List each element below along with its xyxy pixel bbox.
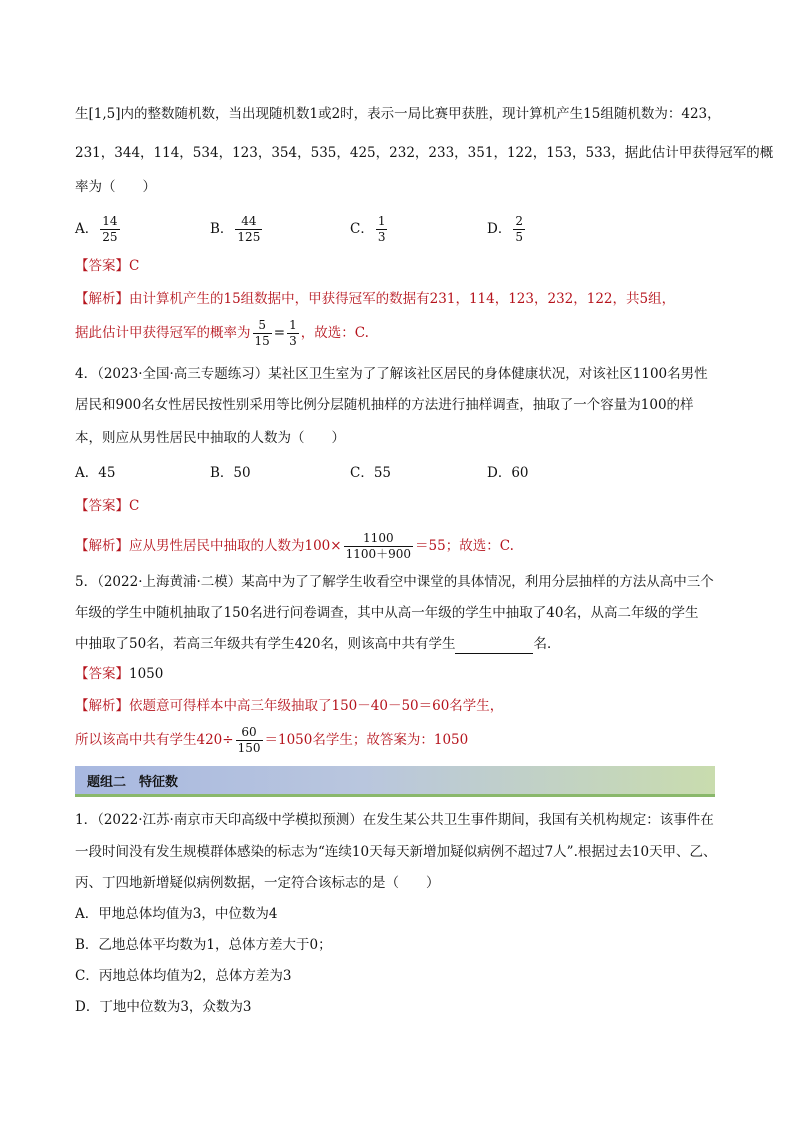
- q4-choice-a: A．45: [75, 465, 116, 481]
- question-text: 名．: [533, 636, 561, 652]
- choice-label: C．: [350, 221, 374, 237]
- answer-value: C: [129, 258, 140, 274]
- fraction-numerator: 44: [241, 214, 257, 228]
- answer-tag: 【答案】: [75, 666, 129, 682]
- q3-text-line2: 231，344，114，534，123，354，535，425，232，233，351，122，153，533，据此估计甲获得冠军的概: [75, 145, 774, 161]
- answer-value: C: [129, 498, 140, 514]
- s2q1-option-a: A．甲地总体均值为3，中位数为4: [75, 906, 278, 922]
- fraction: [235, 214, 262, 245]
- s2q1-option-c: C．丙地总体均值为2，总体方差为3: [75, 968, 292, 984]
- choice-label: B．: [210, 221, 234, 237]
- s2q1-text-line3: 丙、丁四地新增疑似病例数据，一定符合该标志的是（ ）: [75, 875, 440, 891]
- q4-answer: [75, 496, 139, 516]
- fraction-denominator: 125: [237, 230, 261, 244]
- fraction-denominator: 3: [289, 334, 297, 348]
- q3-analysis-line1: [75, 289, 675, 309]
- answer-value: 1050: [129, 666, 164, 682]
- q3-analysis-line2: [75, 318, 369, 349]
- fraction: [344, 531, 413, 562]
- fraction-numerator: 60: [241, 725, 257, 739]
- q5-text-line1: 5．（2022·上海黄浦·二模）某高中为了了解学生收看空中课堂的具体情况，利用分层抽样的方法从高中三个: [75, 574, 714, 590]
- q4-text-line1: 4．（2023·全国·高三专题练习）某社区卫生室为了了解该社区居民的身体健康状况，对该社区1100名男性: [75, 366, 708, 382]
- q3-choice-c: [350, 214, 389, 245]
- equals-sign: =: [273, 325, 286, 341]
- fraction-numerator: 1: [289, 318, 297, 332]
- fraction-numerator: 1100: [363, 531, 394, 545]
- q3-choice-b: [210, 214, 264, 245]
- q3-text-line3: 率为（ ）: [75, 179, 156, 195]
- analysis-tag: 【解析】: [75, 538, 129, 554]
- fraction-numerator: 5: [258, 318, 266, 332]
- fraction-denominator: 3: [377, 230, 386, 244]
- q5-analysis-line2: [75, 725, 468, 756]
- fraction: [513, 214, 525, 245]
- q3-answer: [75, 256, 139, 276]
- fraction: [100, 214, 119, 245]
- question-text: 中抽取了50名，若高三年级共有学生420名，则该高中共有学生: [75, 636, 456, 652]
- q4-choice-b: B．50: [210, 465, 251, 481]
- analysis-tag: 【解析】: [75, 291, 129, 307]
- answer-blank: [455, 639, 533, 654]
- fraction: [236, 725, 263, 756]
- s2q1-text-line2: 一段时间没有发生规模群体感染的标志为“连续10天每天新增加疑似病例不超过7人”.根据过去10天甲、乙、: [75, 844, 717, 860]
- fraction-numerator: 14: [102, 214, 118, 228]
- analysis-text: 由计算机产生的15组数据中，甲获得冠军的数据有231，114，123，232，122，共5组，: [129, 291, 676, 307]
- fraction-denominator: 150: [237, 741, 261, 755]
- q5-analysis-line1: [75, 696, 503, 716]
- s2q1-option-b: B．乙地总体平均数为1，总体方差大于0；: [75, 937, 332, 953]
- q3-text-line1: 生[1,5]内的整数随机数，当出现随机数1或2时，表示一局比赛甲获胜，现计算机产生15组随机数为：423，: [75, 106, 721, 122]
- choice-label: A．: [75, 221, 99, 237]
- s2q1-option-d: D．丁地中位数为3，众数为3: [75, 999, 252, 1015]
- q5-text-line3: [75, 634, 560, 654]
- answer-tag: 【答案】: [75, 498, 129, 514]
- fraction: [253, 318, 272, 349]
- q5-answer: [75, 664, 163, 684]
- q4-choice-d: D．60: [487, 465, 529, 481]
- analysis-text: 据此估计甲获得冠军的概率为: [75, 325, 251, 341]
- analysis-text: 所以该高中共有学生420÷: [75, 732, 234, 748]
- fraction-denominator: 5: [515, 230, 523, 244]
- fraction-numerator: 2: [515, 214, 523, 228]
- q4-analysis: [75, 531, 514, 562]
- fraction: [376, 214, 388, 245]
- q5-text-line2: 年级的学生中随机抽取了150名进行问卷调查，其中从高一年级的学生中抽取了40名，从高二年级的学生: [75, 605, 699, 621]
- analysis-text: 依题意可得样本中高三年级抽取了150－40－50＝60名学生，: [129, 698, 504, 714]
- q4-text-line2: 居民和900名女性居民按性别采用等比例分层随机抽样的方法进行抽样调查，抽取了一个容量为100的样: [75, 397, 694, 413]
- q3-choice-a: [75, 214, 122, 245]
- fraction: [287, 318, 299, 349]
- analysis-text: 应从男性居民中抽取的人数为100×: [129, 538, 342, 554]
- analysis-text: ＝55；故选：C.: [415, 538, 514, 554]
- fraction-denominator: 25: [102, 230, 118, 244]
- q4-choice-c: C．55: [350, 465, 392, 481]
- fraction-numerator: 1: [377, 214, 386, 228]
- analysis-text: ＝1050名学生；故答案为：1050: [264, 732, 469, 748]
- fraction-denominator: 15: [254, 334, 270, 348]
- q3-choice-d: [487, 214, 527, 245]
- fraction-denominator: 1100＋900: [345, 547, 412, 561]
- analysis-tag: 【解析】: [75, 698, 129, 714]
- s2q1-text-line1: 1．（2022·江苏·南京市天印高级中学模拟预测）在发生某公共卫生事件期间，我国有关机构规定：该事件在: [75, 812, 714, 828]
- choice-label: D．: [487, 221, 512, 237]
- analysis-text: ，故选：C.: [300, 325, 369, 341]
- answer-tag: 【答案】: [75, 258, 129, 274]
- section-title: 题组二 特征数: [87, 775, 179, 790]
- q4-text-line3: 本，则应从男性居民中抽取的人数为（ ）: [75, 430, 345, 446]
- section-header-bar: [75, 766, 715, 797]
